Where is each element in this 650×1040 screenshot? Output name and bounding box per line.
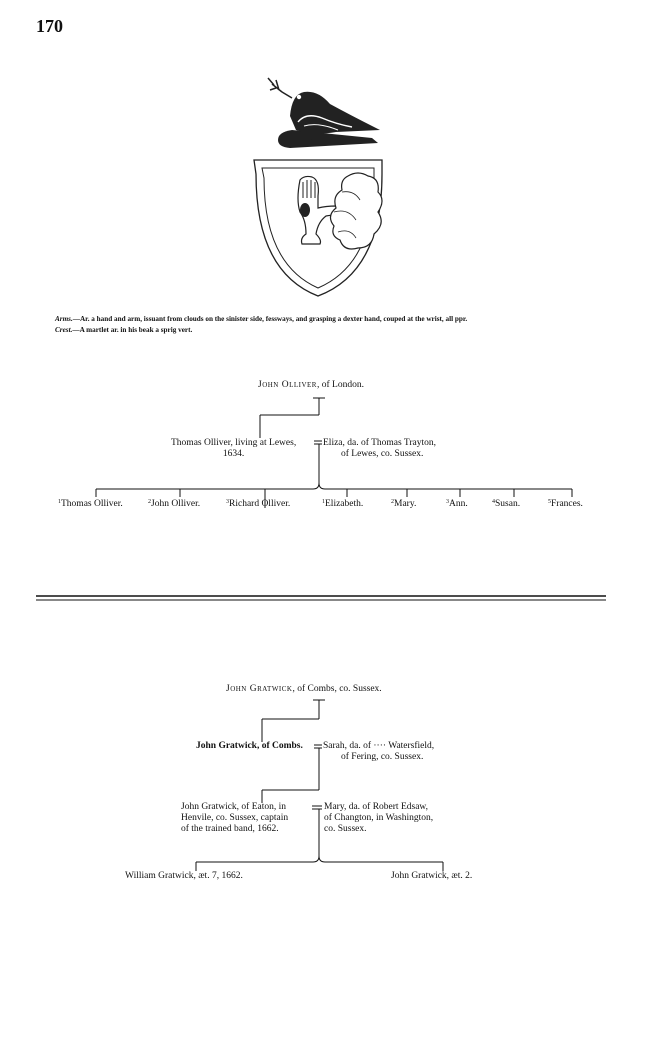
gratwick-gen2-wife-line1: Sarah, da. of ···· Watersfield, bbox=[323, 741, 435, 751]
gratwick-head-suffix: , of Combs, co. Sussex. bbox=[292, 684, 382, 694]
olliver-wife-line1: Eliza, da. of Thomas Trayton, bbox=[323, 438, 437, 448]
olliver-wife-line2: of Lewes, co. Sussex. bbox=[341, 449, 424, 459]
arms-label: Arms. bbox=[55, 315, 73, 323]
gratwick-gen3-husband-line2: Henvile, co. Sussex, captain bbox=[181, 813, 289, 823]
arms-description bbox=[55, 314, 467, 336]
olliver-head-suffix: , of London. bbox=[316, 380, 364, 390]
olliver-child: $^1$Elizabeth. bbox=[322, 499, 364, 509]
martlet-crest-icon bbox=[268, 78, 380, 148]
gratwick-gen3-wife bbox=[324, 802, 433, 835]
olliver-child: $^3$Richard Olliver. bbox=[226, 499, 291, 509]
olliver-husband-line1: Thomas Olliver, living at Lewes, bbox=[171, 438, 297, 448]
gratwick-head bbox=[226, 684, 382, 695]
gratwick-gen3-husband-line3: of the trained band, 1662. bbox=[181, 824, 279, 834]
page-number: 170 bbox=[36, 16, 63, 36]
crest-text: —A martlet ar. in his beak a sprig vert. bbox=[72, 326, 193, 334]
olliver-head bbox=[258, 380, 364, 391]
shield-icon bbox=[254, 160, 382, 296]
olliver-child: $^1$Thomas Olliver. bbox=[58, 499, 123, 509]
gratwick-child-john: John Gratwick, æt. 2. bbox=[391, 871, 473, 881]
gratwick-gen2-husband: John Gratwick, of Combs. bbox=[196, 741, 303, 751]
gratwick-gen2-wife bbox=[323, 741, 434, 763]
gratwick-gen3-husband-line1: John Gratwick, of Eaton, in bbox=[181, 802, 287, 812]
olliver-wife bbox=[323, 438, 436, 460]
gratwick-gen3-husband bbox=[181, 802, 288, 835]
crest-label: Crest. bbox=[55, 326, 73, 334]
olliver-husband bbox=[171, 438, 296, 460]
olliver-child: $^4$Susan. bbox=[492, 499, 521, 509]
olliver-husband-line2: 1634. bbox=[222, 449, 245, 459]
gratwick-gen3-wife-line3: co. Sussex. bbox=[324, 824, 367, 834]
gratwick-gen3-wife-line1: Mary, da. of Robert Edsaw, bbox=[324, 802, 429, 812]
gratwick-gen2-wife-line2: of Fering, co. Sussex. bbox=[341, 752, 424, 762]
olliver-head-name: John Olliver bbox=[258, 380, 317, 390]
olliver-child: $^3$Ann. bbox=[446, 499, 468, 509]
gratwick-head-name: John Gratwick bbox=[226, 684, 293, 694]
olliver-child: $^5$Frances. bbox=[548, 499, 583, 509]
olliver-child: $^2$Mary. bbox=[391, 499, 417, 509]
arms-text: —Ar. a hand and arm, issuant from clouds on the sinister side, fessways, and grasping a dexter hand, couped at the wrist, all ppr. bbox=[72, 315, 468, 323]
gratwick-child-william: William Gratwick, æt. 7, 1662. bbox=[125, 871, 243, 881]
section-divider bbox=[36, 596, 606, 600]
olliver-child: $^2$John Olliver. bbox=[148, 499, 201, 509]
gratwick-gen3-wife-line2: of Changton, in Washington, bbox=[324, 813, 434, 823]
